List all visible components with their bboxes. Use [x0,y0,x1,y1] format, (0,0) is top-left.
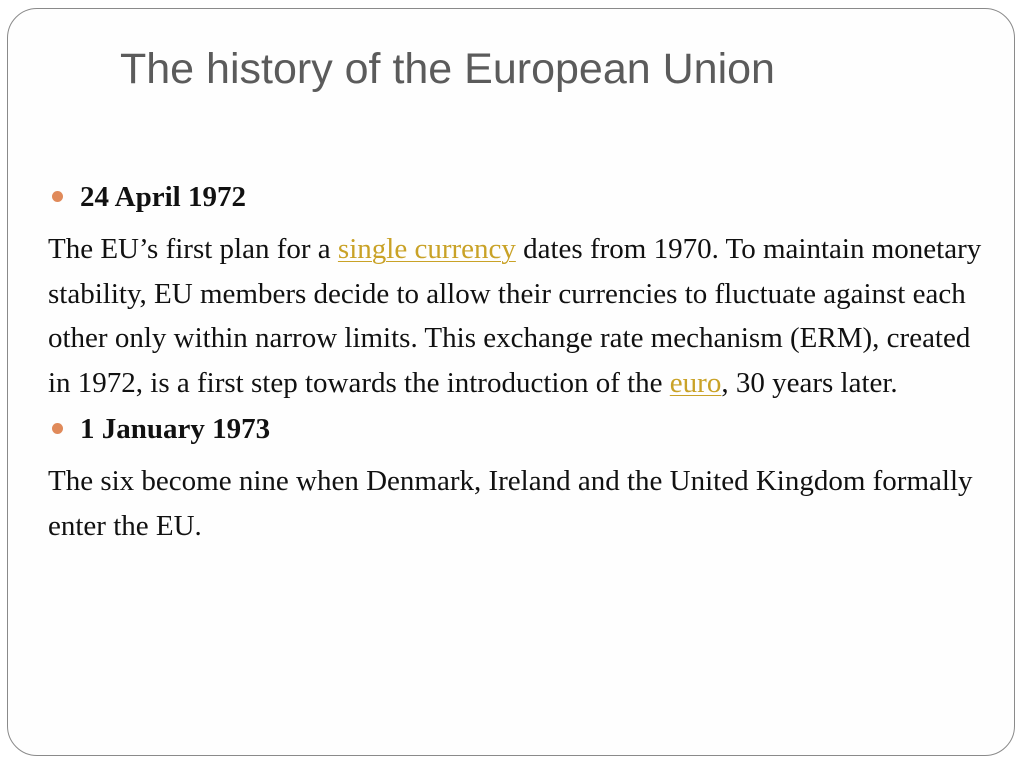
slide-content [48,177,998,548]
entry-heading-1972 [48,177,998,217]
slide-title: The history of the European Union [120,45,775,93]
slide-frame [7,8,1015,756]
entry-text: dates from 1970. To maintain monetary stability, EU members decide to allow their currencies to fluctuate against each other only within narrow limits. This exchange rate mechanism (ERM), created in 1972, is a first step towards the introduction of the [48,233,982,399]
entry-heading-label: 24 April 1972 [80,181,246,213]
bullet-icon [52,191,63,202]
entry-body-1972 [48,227,998,405]
entry-body-1973 [48,459,998,548]
entry-text: The six become nine when Denmark, Ireland and the United Kingdom formally enter the EU. [48,465,973,542]
bullet-icon [52,423,63,434]
entry-heading-label: 1 January 1973 [80,413,271,445]
single-currency-link[interactable]: single currency [337,233,516,265]
entry-heading-1973 [48,409,998,449]
entry-text: , 30 years later. [721,366,898,399]
entry-text: The EU’s first plan for a [48,233,338,265]
euro-link[interactable]: euro [669,366,722,399]
